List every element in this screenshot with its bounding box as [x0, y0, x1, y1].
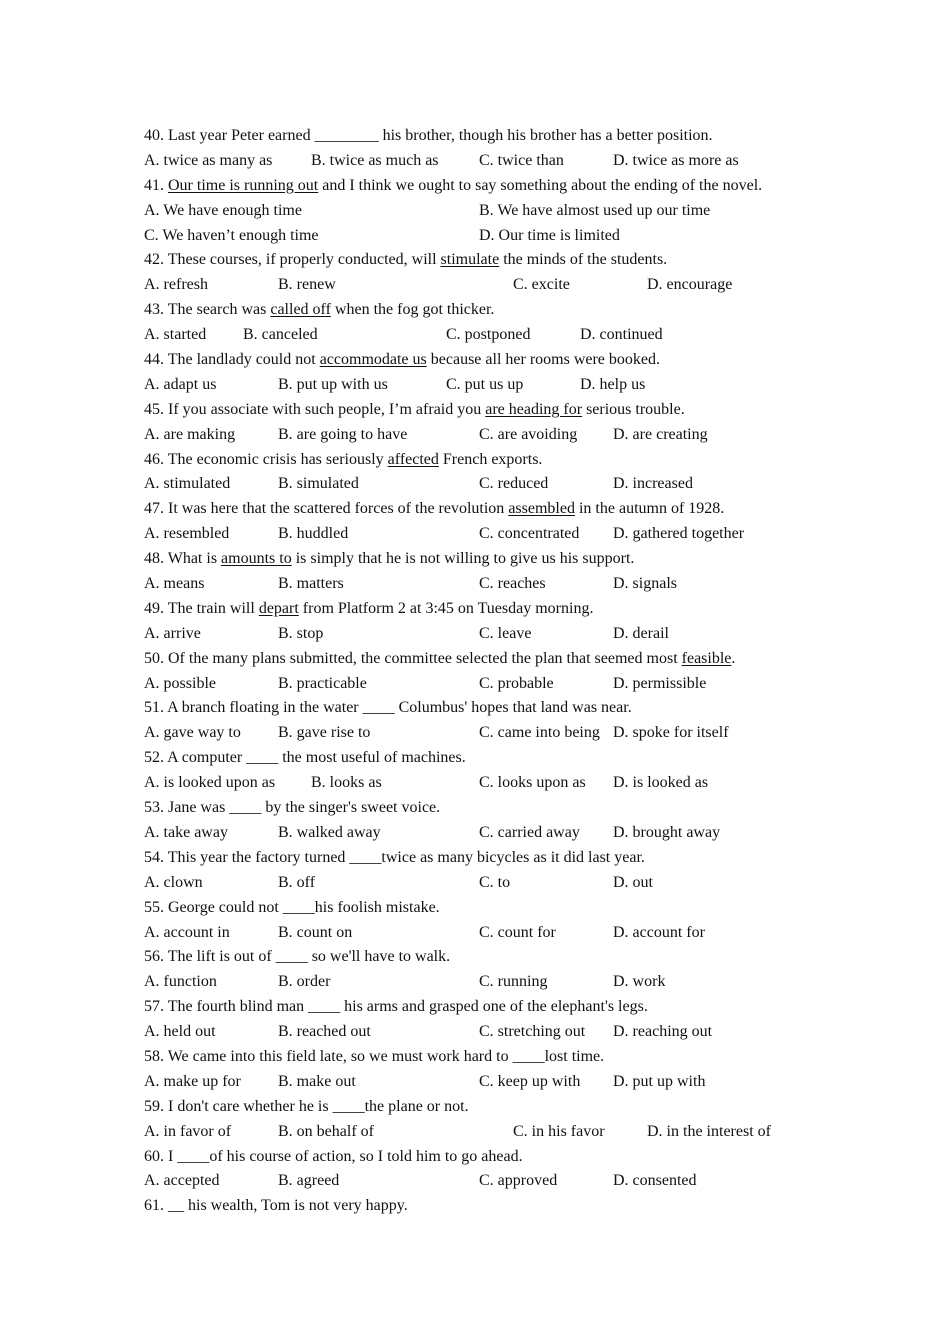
option-b[interactable]: B. put up with us: [278, 375, 388, 393]
question-number: 54.: [144, 848, 164, 866]
option-a[interactable]: A. in favor of: [144, 1122, 232, 1140]
option-c[interactable]: C. to: [479, 873, 511, 891]
question-57: [144, 995, 824, 1020]
option-a[interactable]: A. gave way to: [144, 724, 241, 742]
option-b[interactable]: B. practicable: [278, 674, 367, 692]
question-41: [144, 174, 824, 199]
option-a[interactable]: A. make up for: [144, 1072, 241, 1090]
option-b[interactable]: B. matters: [278, 575, 344, 593]
underlined-phrase: assembled: [508, 500, 575, 518]
question-text: What is: [167, 550, 222, 568]
question-text: .: [731, 649, 736, 667]
question-text: It was here that the scattered forces of the revolution: [168, 500, 509, 518]
options-row: [144, 771, 824, 796]
option-b[interactable]: B. off: [278, 873, 316, 891]
option-b[interactable]: B. canceled: [243, 326, 318, 344]
option-a[interactable]: A. take away: [144, 823, 228, 841]
option-d[interactable]: D. brought away: [613, 823, 721, 841]
question-50: [144, 647, 824, 672]
question-number: 45.: [144, 400, 164, 418]
options-row: [144, 921, 824, 946]
option-a[interactable]: A. possible: [144, 674, 216, 692]
option-c[interactable]: C. running: [479, 973, 548, 991]
question-text: French exports.: [438, 450, 543, 468]
question-text: The landlady could not: [167, 351, 320, 369]
option-c[interactable]: C. keep up with: [479, 1072, 581, 1090]
question-51: [144, 696, 824, 721]
question-number: 42.: [144, 251, 164, 269]
question-text: A computer ____ the most useful of machines.: [167, 749, 466, 767]
question-text: If you associate with such people, I’m afraid you: [168, 400, 486, 418]
option-c[interactable]: C. twice than: [479, 151, 564, 169]
options-row: [144, 672, 824, 697]
question-number: 59.: [144, 1097, 164, 1115]
question-text: and I think we ought to say something about the ending of the novel.: [318, 176, 763, 194]
options-row: [144, 472, 824, 497]
option-d[interactable]: D. out: [613, 873, 653, 891]
option-d[interactable]: D. consented: [613, 1172, 697, 1190]
question-number: 55.: [144, 898, 164, 916]
question-number: 47.: [144, 500, 164, 518]
option-c[interactable]: C. looks upon as: [479, 774, 586, 792]
options-row: [144, 522, 824, 547]
option-b[interactable]: B. looks as: [311, 774, 382, 792]
question-text: I ____of his course of action, so I told him to go ahead.: [168, 1147, 523, 1165]
option-b[interactable]: B. gave rise to: [278, 724, 371, 742]
question-46: [144, 448, 824, 473]
question-text: The search was: [167, 301, 271, 319]
option-c[interactable]: C. postponed: [446, 326, 531, 344]
options-row: [144, 1169, 824, 1194]
underlined-phrase: are heading for: [485, 400, 583, 418]
question-53: [144, 796, 824, 821]
options-row: [144, 423, 824, 448]
options-row: [144, 373, 824, 398]
question-text: in the autumn of 1928.: [574, 500, 725, 518]
question-61: [144, 1194, 824, 1219]
option-d[interactable]: D. work: [613, 973, 666, 991]
option-a[interactable]: A. arrive: [144, 624, 201, 642]
question-number: 49.: [144, 599, 164, 617]
option-c[interactable]: C. came into being: [479, 724, 600, 742]
option-a[interactable]: A. means: [144, 575, 205, 593]
question-43: [144, 298, 824, 323]
option-b[interactable]: B. count on: [278, 923, 353, 941]
option-b[interactable]: B. make out: [278, 1072, 356, 1090]
option-d[interactable]: D. twice as more as: [613, 151, 739, 169]
underlined-phrase: feasible: [681, 649, 732, 667]
question-number: 46.: [144, 450, 164, 468]
question-49: [144, 597, 824, 622]
question-59: [144, 1095, 824, 1120]
underlined-phrase: Our time is running out: [168, 176, 319, 194]
question-48: [144, 547, 824, 572]
options-row: [144, 970, 824, 995]
option-d[interactable]: D. put up with: [613, 1072, 706, 1090]
option-d[interactable]: D. permissible: [613, 674, 707, 692]
option-c[interactable]: C. in his favor: [513, 1122, 605, 1140]
option-d[interactable]: D. are creating: [613, 425, 708, 443]
option-b[interactable]: B. agreed: [278, 1172, 340, 1190]
question-text: the minds of the students.: [499, 251, 668, 269]
option-a[interactable]: A. refresh: [144, 276, 208, 294]
question-58: [144, 1045, 824, 1070]
question-text: is simply that he is not willing to give us his support.: [291, 550, 635, 568]
question-45: [144, 398, 824, 423]
question-number: 60.: [144, 1147, 164, 1165]
underlined-phrase: amounts to: [221, 550, 292, 568]
option-a[interactable]: A. started: [144, 326, 207, 344]
option-b[interactable]: B. stop: [278, 624, 324, 642]
options-row: [144, 273, 824, 298]
options-row: [144, 821, 824, 846]
option-d[interactable]: D. increased: [613, 475, 693, 493]
option-a[interactable]: A. adapt us: [144, 375, 217, 393]
question-text: The train will: [167, 599, 259, 617]
underlined-phrase: called off: [270, 301, 331, 319]
option-c[interactable]: C. reduced: [479, 475, 549, 493]
option-d[interactable]: D. reaching out: [613, 1023, 713, 1041]
option-d[interactable]: D. continued: [580, 326, 663, 344]
question-54: [144, 846, 824, 871]
option-c[interactable]: C. leave: [479, 624, 532, 642]
option-d[interactable]: D. signals: [613, 575, 677, 593]
question-text: George could not ____his foolish mistake.: [168, 898, 440, 916]
question-42: [144, 248, 824, 273]
option-b[interactable]: B. twice as much as: [311, 151, 439, 169]
option-b[interactable]: B. renew: [278, 276, 336, 294]
question-text: The lift is out of ____ so we'll have to walk.: [167, 948, 451, 966]
options-row: [144, 199, 824, 224]
option-a[interactable]: A. twice as many as: [144, 151, 273, 169]
option-b[interactable]: B. We have almost used up our time: [479, 201, 711, 219]
option-b[interactable]: B. order: [278, 973, 331, 991]
question-44: [144, 348, 824, 373]
option-b[interactable]: B. are going to have: [278, 425, 408, 443]
question-number: 50.: [144, 649, 164, 667]
options-row: [144, 572, 824, 597]
option-d[interactable]: D. in the interest of: [647, 1122, 771, 1140]
question-text: Jane was ____ by the singer's sweet voice.: [168, 799, 441, 817]
option-c[interactable]: C. carried away: [479, 823, 580, 841]
question-text: Last year Peter earned ________ his brother, though his brother has a better position.: [168, 127, 713, 144]
underlined-phrase: stimulate: [440, 251, 500, 269]
options-row: [144, 1020, 824, 1045]
options-row: [144, 224, 824, 249]
options-row: [144, 721, 824, 746]
option-c[interactable]: C. excite: [513, 276, 570, 294]
options-row: [144, 1120, 824, 1145]
option-d[interactable]: D. account for: [613, 923, 705, 941]
question-number: 43.: [144, 301, 164, 319]
option-b[interactable]: B. walked away: [278, 823, 381, 841]
option-c[interactable]: C. put us up: [446, 375, 524, 393]
option-c[interactable]: C. approved: [479, 1172, 558, 1190]
question-text: __ his wealth, Tom is not very happy.: [168, 1197, 408, 1215]
option-b[interactable]: B. reached out: [278, 1023, 371, 1041]
question-text: These courses, if properly conducted, will: [167, 251, 441, 269]
options-row: [144, 622, 824, 647]
option-c[interactable]: C. concentrated: [479, 525, 580, 543]
option-c[interactable]: C. We haven’t enough time: [144, 226, 319, 244]
option-d[interactable]: D. help us: [580, 375, 646, 393]
option-d[interactable]: D. encourage: [647, 276, 733, 294]
option-d[interactable]: D. Our time is limited: [479, 226, 620, 244]
option-c[interactable]: C. reaches: [479, 575, 546, 593]
option-d[interactable]: D. is looked as: [613, 774, 709, 792]
question-60: [144, 1145, 824, 1170]
underlined-phrase: accommodate us: [319, 351, 427, 369]
question-number: 51.: [144, 699, 164, 717]
question-text: A branch floating in the water ____ Columbus' hopes that land was near.: [167, 699, 632, 717]
question-text: serious trouble.: [582, 400, 685, 418]
question-text: We came into this field late, so we must work hard to ____lost time.: [167, 1047, 605, 1065]
option-a[interactable]: A. resembled: [144, 525, 230, 543]
underlined-phrase: affected: [387, 450, 439, 468]
question-47: [144, 497, 824, 522]
question-number: 56.: [144, 948, 164, 966]
option-a[interactable]: A. We have enough time: [144, 201, 302, 219]
question-number: 41.: [144, 176, 164, 194]
question-text: from Platform 2 at 3:45 on Tuesday morning.: [298, 599, 594, 617]
option-c[interactable]: C. stretching out: [479, 1023, 586, 1041]
option-a[interactable]: A. account in: [144, 923, 230, 941]
question-text: because all her rooms were booked.: [426, 351, 661, 369]
option-a[interactable]: A. clown: [144, 873, 203, 891]
question-number: 48.: [144, 550, 164, 568]
question-number: 57.: [144, 998, 164, 1016]
question-number: 58.: [144, 1047, 164, 1065]
option-a[interactable]: A. are making: [144, 425, 236, 443]
option-b[interactable]: B. huddled: [278, 525, 349, 543]
options-row: [144, 871, 824, 896]
option-b[interactable]: B. on behalf of: [278, 1122, 374, 1140]
question-40: [144, 124, 824, 149]
option-c[interactable]: C. are avoiding: [479, 425, 578, 443]
question-number: 53.: [144, 799, 164, 817]
question-56: [144, 945, 824, 970]
question-text: Of the many plans submitted, the committee selected the plan that seemed most: [168, 649, 682, 667]
option-a[interactable]: A. held out: [144, 1023, 216, 1041]
question-text: The economic crisis has seriously: [167, 450, 388, 468]
option-a[interactable]: A. function: [144, 973, 217, 991]
option-d[interactable]: D. gathered together: [613, 525, 745, 543]
option-a[interactable]: A. stimulated: [144, 475, 231, 493]
option-d[interactable]: D. derail: [613, 624, 669, 642]
question-number: 61.: [144, 1197, 164, 1215]
question-text: when the fog got thicker.: [330, 301, 495, 319]
question-text: The fourth blind man ____ his arms and grasped one of the elephant's legs.: [167, 998, 648, 1016]
options-row: [144, 1070, 824, 1095]
question-number: 44.: [144, 351, 164, 369]
option-c[interactable]: C. probable: [479, 674, 554, 692]
question-number: 52.: [144, 749, 164, 767]
option-a[interactable]: A. is looked upon as: [144, 774, 276, 792]
question-text: I don't care whether he is ____the plane or not.: [168, 1097, 469, 1115]
question-52: [144, 746, 824, 771]
underlined-phrase: depart: [258, 599, 299, 617]
options-row: [144, 323, 824, 348]
question-55: [144, 896, 824, 921]
option-b[interactable]: B. simulated: [278, 475, 359, 493]
question-list: [144, 124, 824, 1219]
question-text: This year the factory turned ____twice as many bicycles as it did last year.: [167, 848, 645, 866]
option-c[interactable]: C. count for: [479, 923, 556, 941]
option-d[interactable]: D. spoke for itself: [613, 724, 729, 742]
question-number: 40.: [144, 127, 164, 144]
options-row: [144, 149, 824, 174]
option-a[interactable]: A. accepted: [144, 1172, 220, 1190]
